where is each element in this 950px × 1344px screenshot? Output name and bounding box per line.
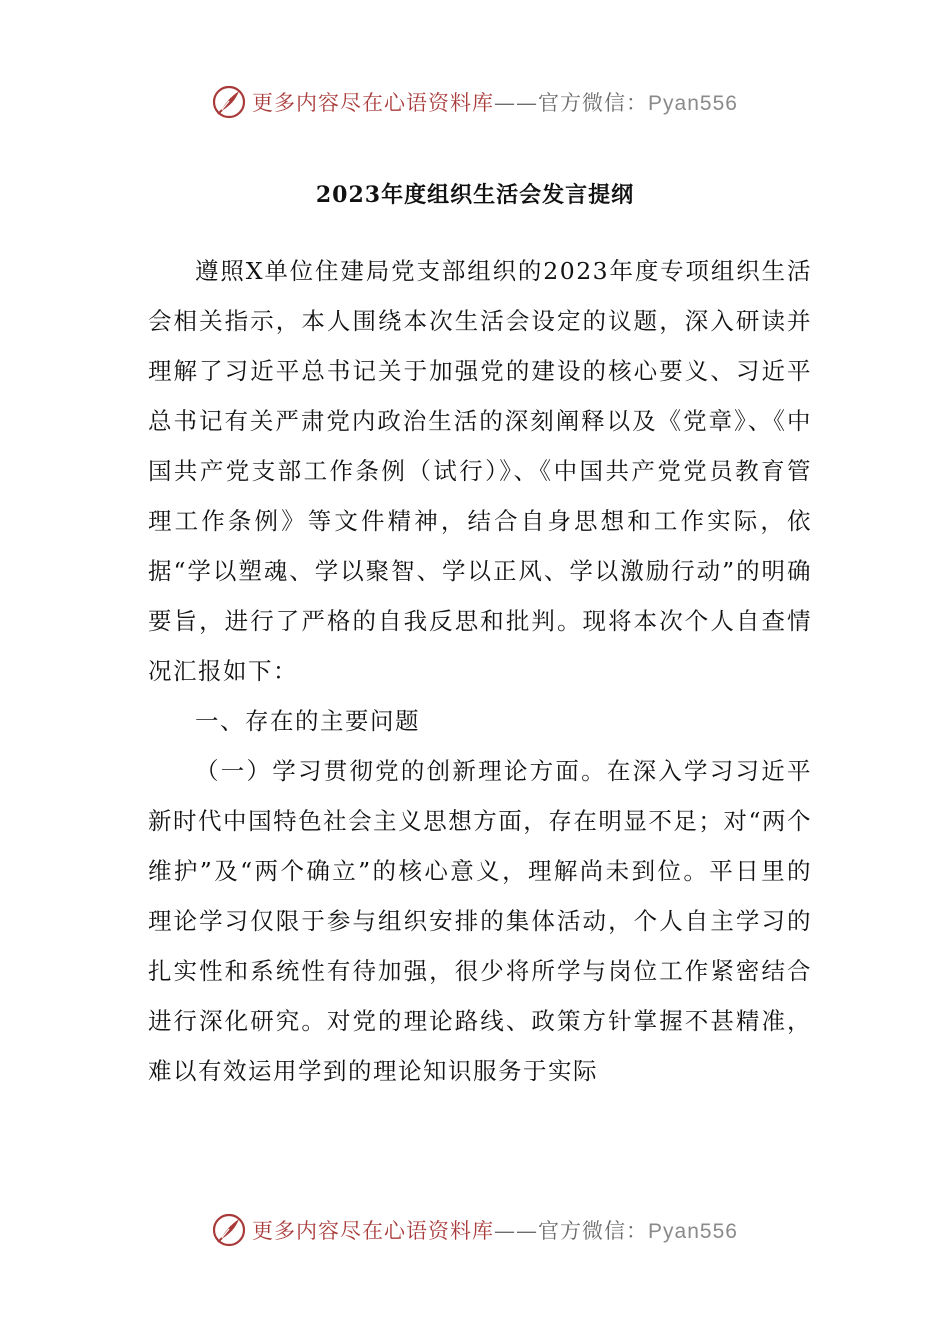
- document-body: [148, 246, 812, 1096]
- quill-pen-logo-icon: [212, 85, 246, 119]
- paragraph-intro: 遵照X单位住建局党支部组织的2023年度专项组织生活会相关指示，本人围绕本次生活会设定的议题，深入研读并理解了习近平总书记关于加强党的建设的核心要义、习近平总书记有关严肃党内政治生活的深刻阐释以及《党章》、《中国共产党支部工作条例（试行）》、《中国共产党党员教育管理工作条例》等文件精神，结合自身思想和工作实际，依据“学以塑魂、学以聚智、学以正风、学以激励行动”的明确要旨，进行了严格的自我反思和批判。现将本次个人自查情况汇报如下：: [148, 257, 812, 685]
- watermark-brand: 更多内容尽在心语资料库: [252, 1219, 495, 1243]
- watermark-label: 官方微信：: [538, 1219, 649, 1243]
- watermark-dash: ——: [494, 91, 539, 115]
- quill-pen-logo-icon: [212, 1213, 246, 1247]
- paragraph-theory-study: （一）学习贯彻党的创新理论方面。在深入学习习近平新时代中国特色社会主义思想方面，存在明显不足；对“两个维护”及“两个确立”的核心意义，理解尚未到位。平日里的理论学习仅限于参与组织安排的集体活动，个人自主学习的扎实性和系统性有待加强，很少将所学与岗位工作紧密结合进行深化研究。对党的理论路线、政策方针掌握不甚精准，难以有效运用学到的理论知识服务于实际: [148, 757, 812, 1085]
- section-heading: 一、存在的主要问题: [195, 707, 420, 735]
- watermark-brand: 更多内容尽在心语资料库: [252, 91, 495, 115]
- watermark-label: 官方微信：: [538, 91, 649, 115]
- watermark-header: [0, 82, 950, 122]
- watermark-footer: [0, 1210, 950, 1250]
- watermark-wechat-id: Pyan556: [648, 1220, 738, 1243]
- document-title: 2023年度组织生活会发言提纲: [315, 182, 635, 208]
- watermark-wechat-id: Pyan556: [648, 92, 738, 115]
- watermark-dash: ——: [494, 1219, 539, 1243]
